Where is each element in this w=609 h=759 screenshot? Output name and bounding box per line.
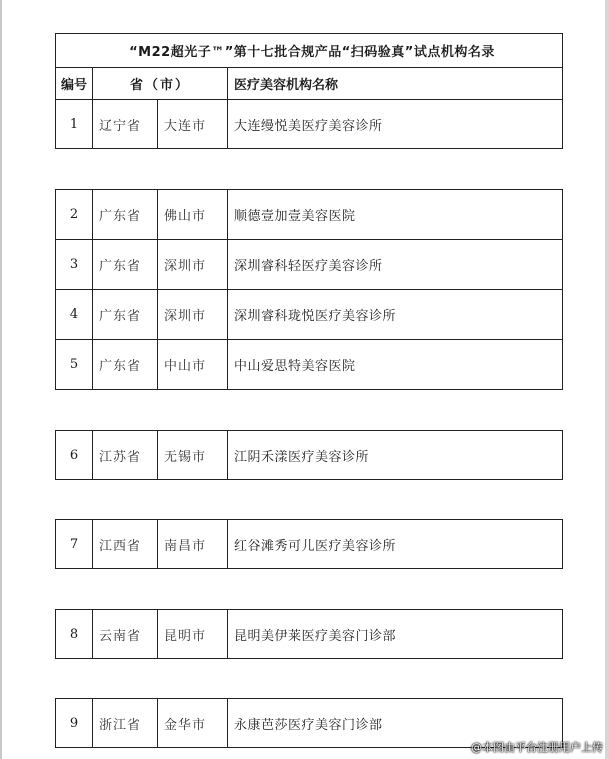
header-number: 编号 [56,68,93,100]
header-province-city: 省（市） [93,68,228,100]
row-institution: 昆明美伊莱医疗美容门诊部 [228,610,563,659]
group-table-jiangsu [55,430,563,480]
row-number: 3 [56,240,93,290]
row-institution: 永康芭莎医疗美容门诊部 [228,699,563,748]
table-row [56,610,563,659]
row-number: 6 [56,431,93,480]
row-number: 5 [56,340,93,390]
row-number: 1 [56,100,93,149]
row-institution: 大连缦悦美医疗美容诊所 [228,100,563,149]
row-institution: 中山爱思特美容医院 [228,340,563,390]
row-institution: 江阴禾漾医疗美容诊所 [228,431,563,480]
group-table-yunnan [55,609,563,659]
row-number: 7 [56,520,93,569]
table-row [56,240,563,290]
group-table-guangdong [55,189,563,390]
group-table-jiangxi [55,519,563,569]
row-province: 江苏省 [93,431,158,480]
row-city: 佛山市 [158,190,228,240]
page-right-edge [605,0,609,759]
row-city: 金华市 [158,699,228,748]
row-province: 浙江省 [93,699,158,748]
row-number: 8 [56,610,93,659]
row-province: 辽宁省 [93,100,158,149]
document-title: “M22超光子™”第十七批合规产品“扫码验真”试点机构名录 [56,34,563,68]
row-province: 广东省 [93,290,158,340]
column-header-row [56,68,563,100]
table-row [56,431,563,480]
header-institution: 医疗美容机构名称 [228,68,563,100]
table-row [56,520,563,569]
table-row [56,340,563,390]
row-province: 广东省 [93,340,158,390]
row-city: 深圳市 [158,290,228,340]
row-province: 江西省 [93,520,158,569]
table-row [56,290,563,340]
page-left-edge [0,0,2,759]
row-institution: 深圳睿科轻医疗美容诊所 [228,240,563,290]
row-city: 南昌市 [158,520,228,569]
table-row [56,100,563,149]
row-city: 无锡市 [158,431,228,480]
row-city: 中山市 [158,340,228,390]
row-city: 大连市 [158,100,228,149]
row-province: 广东省 [93,190,158,240]
title-row [56,34,563,68]
header-table [55,33,563,149]
row-city: 昆明市 [158,610,228,659]
row-city: 深圳市 [158,240,228,290]
row-province: 云南省 [93,610,158,659]
row-province: 广东省 [93,240,158,290]
row-institution: 红谷滩秀可儿医疗美容诊所 [228,520,563,569]
upload-watermark: @本图由平台注册用户上传 [471,741,603,754]
row-institution: 顺德壹加壹美容医院 [228,190,563,240]
row-institution: 深圳睿科珑悦医疗美容诊所 [228,290,563,340]
row-number: 2 [56,190,93,240]
row-number: 4 [56,290,93,340]
table-row [56,190,563,240]
row-number: 9 [56,699,93,748]
